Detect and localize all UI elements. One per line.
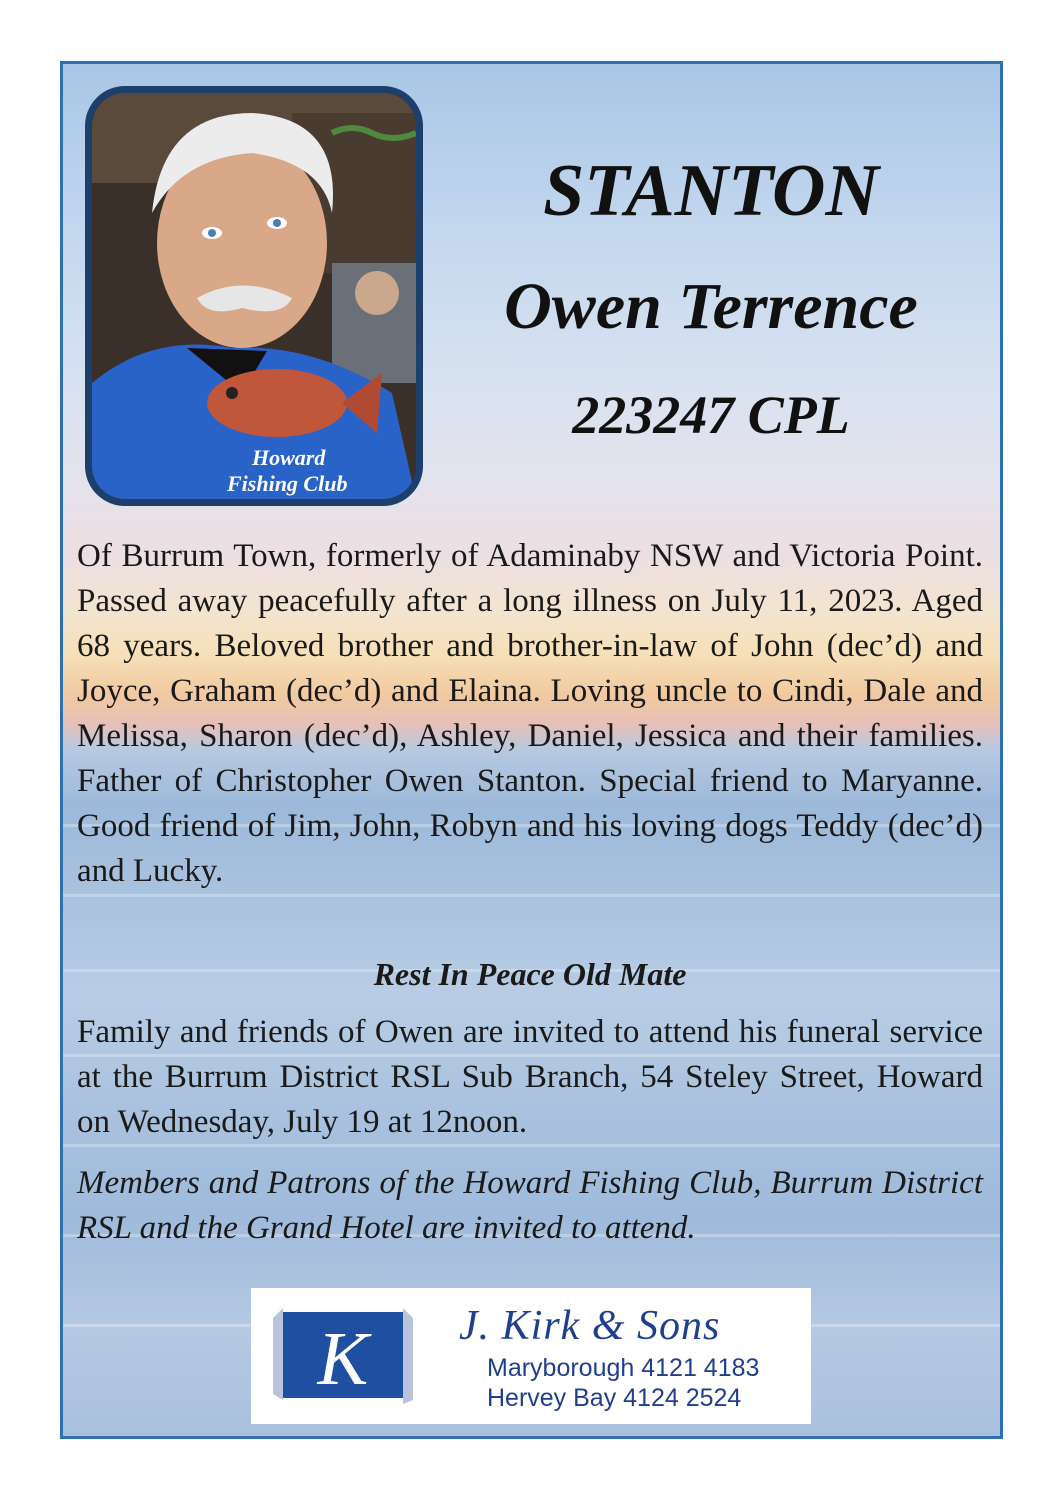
monogram-letter: K <box>317 1317 369 1401</box>
maryborough-phone: Maryborough 4121 4183 <box>487 1354 760 1382</box>
invitation-paragraph: Members and Patrons of the Howard Fishing Club, Burrum District RSL and the Grand Hotel are invited to attend. <box>77 1165 983 1246</box>
funeral-director-name: J. Kirk & Sons <box>459 1303 721 1349</box>
shirt-text-2: Fishing Club <box>227 471 348 496</box>
funeral-director-logo <box>251 1288 811 1424</box>
obituary-paragraph: Of Burrum Town, formerly of Adaminaby NSW and Victoria Point. Passed away peacefully after a long illness on July 11, 2023. Aged 68 years. Beloved brother and brother-in-law of John (dec’d) and Joyce, Graham (dec’d) and Elaina. Loving uncle to Cindi, Dale and Melissa, Sharon (dec’d), Ashley, Daniel, Jessica and their families. Father of Christopher Owen Stanton. Special friend to Maryanne. Good friend of Jim, John, Robyn and his loving dogs Teddy (dec’d) and Lucky. <box>77 538 983 889</box>
shirt-text-1: Howard <box>252 445 326 470</box>
portrait-illustration <box>92 93 416 499</box>
portrait-photo <box>85 86 423 506</box>
hervey-bay-phone: Hervey Bay 4124 2524 <box>487 1384 742 1412</box>
funeral-details-paragraph: Family and friends of Owen are invited to attend his funeral service at the Burrum District RSL Sub Branch, 54 Steley Street, Howard on Wednesday, July 19 at 12noon. <box>77 1014 983 1140</box>
surname: STANTON <box>543 150 879 232</box>
service-number: 223247 CPL <box>572 385 850 445</box>
monogram-icon <box>273 1304 413 1406</box>
rest-in-peace-line: Rest In Peace Old Mate <box>373 956 687 992</box>
given-names: Owen Terrence <box>504 270 918 343</box>
notice-frame <box>60 61 1003 1439</box>
